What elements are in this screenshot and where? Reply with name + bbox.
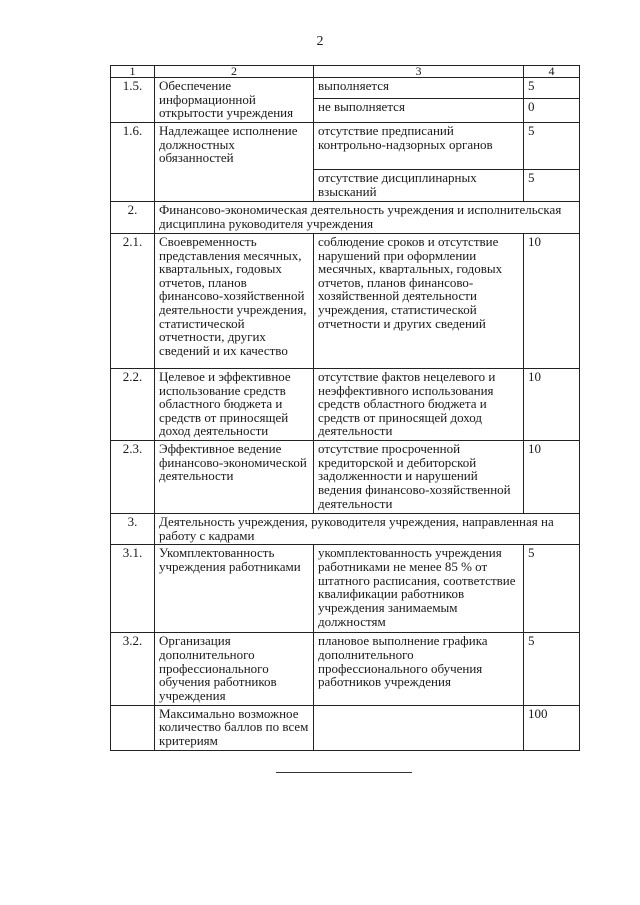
- row-number: 2.3.: [111, 441, 155, 514]
- row-number: [111, 705, 155, 750]
- column-header-row: [111, 66, 580, 78]
- indicator-cell: соблюдение сроков и отсутствие нарушений при оформлении месячных, квартальных, годовых отчетов, планов финансово-хозяйственной деятельности учреждения, статистической отчетности и других сведений: [314, 233, 524, 368]
- points-cell: 5: [524, 122, 580, 169]
- total-points: 100: [524, 705, 580, 750]
- table-row: [111, 441, 580, 514]
- indicator-cell: [314, 705, 524, 750]
- row-number: 3.1.: [111, 545, 155, 633]
- indicator-cell: отсутствие предписаний контрольно-надзорных органов: [314, 122, 524, 169]
- points-cell: 10: [524, 368, 580, 440]
- indicator-cell: отсутствие дисциплинарных взысканий: [314, 169, 524, 201]
- footer-rule: [276, 772, 412, 773]
- column-header-3: 3: [314, 66, 524, 78]
- table-row: [111, 122, 580, 169]
- section-title: Финансово-экономическая деятельность учреждения и исполнительская дисциплина руководителя учреждения: [155, 201, 580, 233]
- row-number: 2.2.: [111, 368, 155, 440]
- column-header-4: 4: [524, 66, 580, 78]
- table-row: [111, 78, 580, 99]
- column-header-1: 1: [111, 66, 155, 78]
- indicator-cell: не выполняется: [314, 98, 524, 122]
- points-cell: 5: [524, 78, 580, 99]
- page-number: 2: [316, 34, 324, 49]
- criterion-cell: Эффективное ведение финансово-экономической деятельности: [155, 441, 314, 514]
- points-cell: 5: [524, 633, 580, 705]
- row-number: 2.1.: [111, 233, 155, 368]
- criterion-cell: Обеспечение информационной открытости учреждения: [155, 78, 314, 123]
- indicator-cell: плановое выполнение графика дополнительного профессионального обучения работников учреждения: [314, 633, 524, 705]
- row-number: 1.6.: [111, 122, 155, 201]
- points-cell: 0: [524, 98, 580, 122]
- points-cell: 10: [524, 441, 580, 514]
- table-row: [111, 633, 580, 705]
- section-row: [111, 201, 580, 233]
- points-cell: 10: [524, 233, 580, 368]
- table-row: [111, 545, 580, 633]
- table-row: [111, 233, 580, 368]
- criterion-cell: Укомплектованность учреждения работниками: [155, 545, 314, 633]
- indicator-cell: отсутствие фактов нецелевого и неэффективного использования средств областного бюджета и средств от приносящей доход деятельности: [314, 368, 524, 440]
- row-number: 3.2.: [111, 633, 155, 705]
- section-row: [111, 514, 580, 545]
- section-title: Деятельность учреждения, руководителя учреждения, направленная на работу с кадрами: [155, 514, 580, 545]
- column-header-2: 2: [155, 66, 314, 78]
- indicator-cell: выполняется: [314, 78, 524, 99]
- indicator-cell: укомплектованность учреждения работниками не менее 85 % от штатного расписания, соответствие квалификации работников учреждения занимаемым должностям: [314, 545, 524, 633]
- criterion-cell: Целевое и эффективное использование средств областного бюджета и средств от приносящей доход деятельности: [155, 368, 314, 440]
- total-row: [111, 705, 580, 750]
- section-number: 2.: [111, 201, 155, 233]
- criterion-cell: Организация дополнительного профессионального обучения работников учреждения: [155, 633, 314, 705]
- indicator-cell: отсутствие просроченной кредиторской и дебиторской задолженности и нарушений ведения финансово-хозяйственной деятельности: [314, 441, 524, 514]
- points-cell: 5: [524, 169, 580, 201]
- criterion-cell: Своевременность представления месячных, квартальных, годовых отчетов, планов финансово-хозяйственной деятельности учреждения, статистической отчетности, других сведений и их качество: [155, 233, 314, 368]
- criterion-cell: Надлежащее исполнение должностных обязанностей: [155, 122, 314, 201]
- criteria-table: [110, 65, 580, 751]
- points-cell: 5: [524, 545, 580, 633]
- row-number: 1.5.: [111, 78, 155, 123]
- section-number: 3.: [111, 514, 155, 545]
- total-label: Максимально возможное количество баллов по всем критериям: [155, 705, 314, 750]
- table-row: [111, 368, 580, 440]
